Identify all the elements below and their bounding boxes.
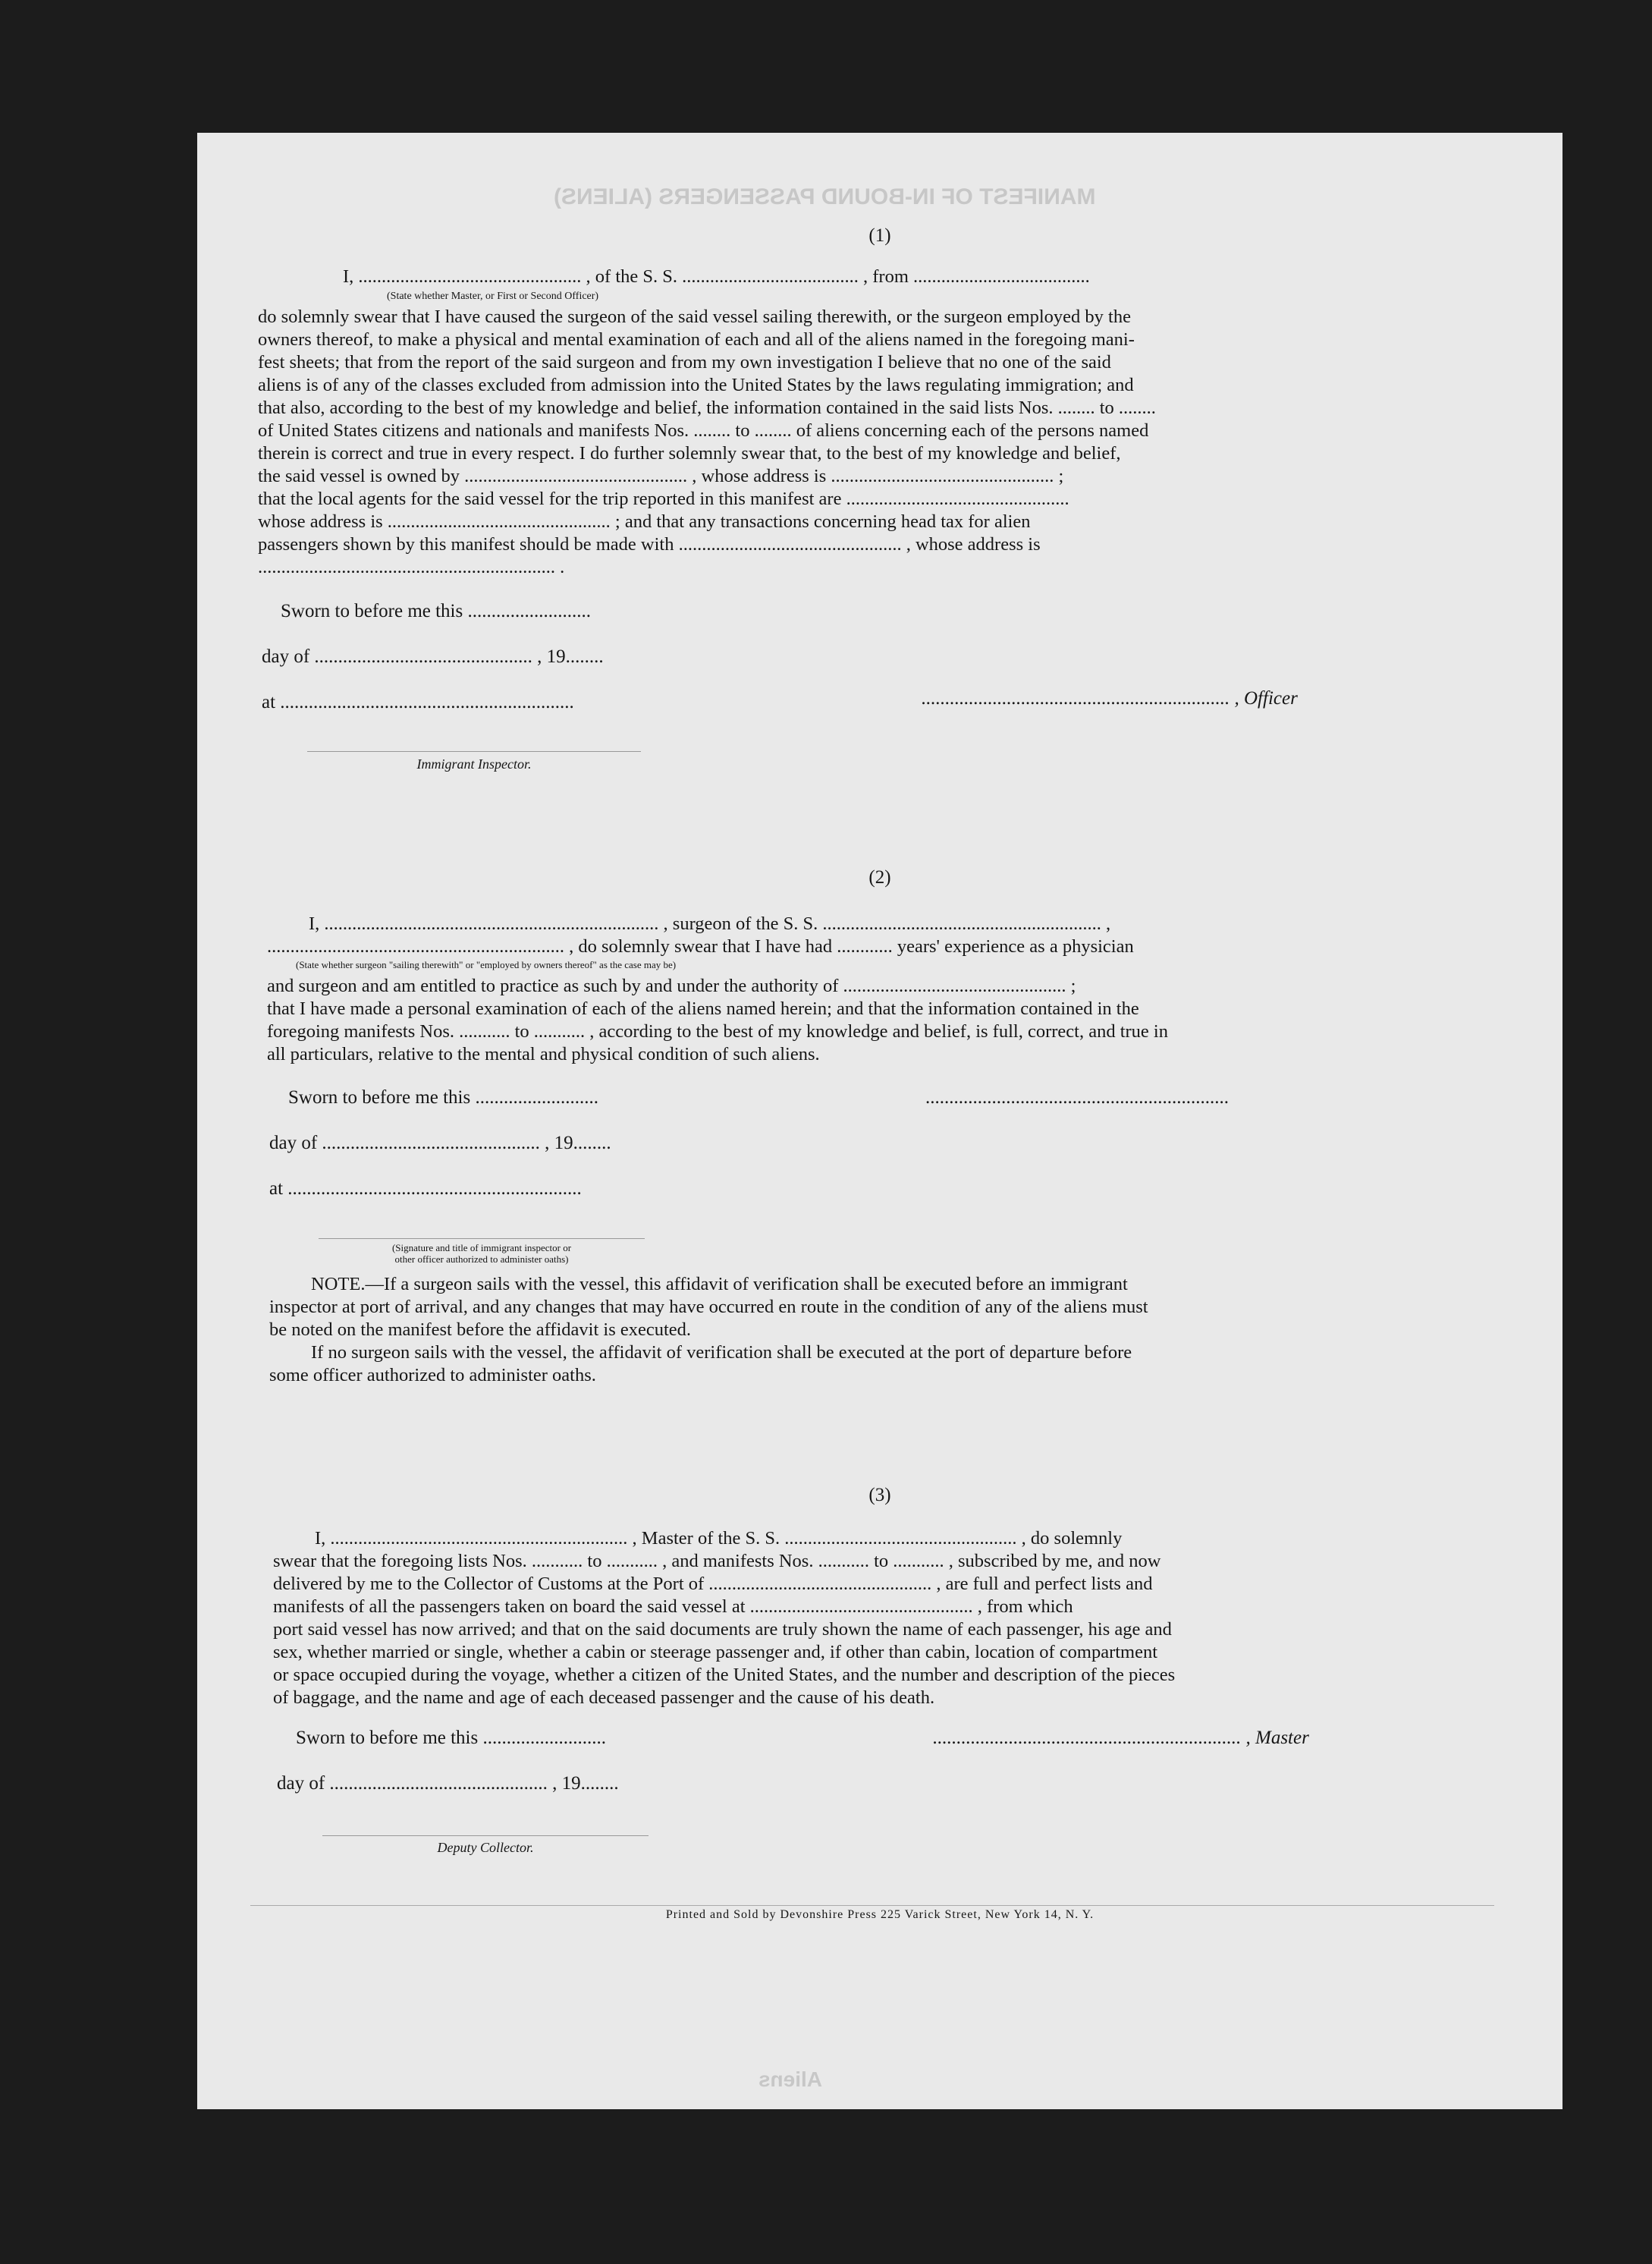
text-line: do solemnly swear that I have caused the surgeon of the said vessel sailing therewith, or the surgeon employed by the <box>258 307 1131 327</box>
section-2-signature: ................................................................ <box>925 1087 1229 1108</box>
text-line: of United States citizens and nationals and manifests Nos. ........ to ........ of aliens concerning each of the persons named <box>258 420 1149 441</box>
text-line: NOTE.—If a surgeon sails with the vessel, this affidavit of verification shall be executed before an immigrant <box>311 1274 1128 1294</box>
text-line: port said vessel has now arrived; and that on the said documents are truly shown the name of each passenger, his age and <box>273 1619 1172 1640</box>
text-line: delivered by me to the Collector of Customs at the Port of ................................................ , are full and perfect lists and <box>273 1574 1153 1594</box>
section-2-sig-label-1: (Signature and title of immigrant inspector or <box>391 1242 572 1253</box>
text-line: manifests of all the passengers taken on board the said vessel at ................................................ , from which <box>273 1596 1073 1617</box>
text-line: If no surgeon sails with the vessel, the affidavit of verification shall be executed at the port of departure before <box>311 1342 1132 1363</box>
text-line: ................................................................ , do solemnly swear that I have had ............ years' experience as a physician <box>267 936 1134 957</box>
section-2-day-of: day of .............................................. , 19........ <box>269 1133 611 1153</box>
printer-footer: Printed and Sold by Devonshire Press 225 Varick Street, New York 14, N. Y. <box>665 1908 1095 1921</box>
text-line: that the local agents for the said vessel for the trip reported in this manifest are ................................................ <box>258 489 1069 509</box>
section-1-sub-label: (State whether Master, or First or Second Officer) <box>387 291 599 302</box>
section-1-sworn: Sworn to before me this .......................... <box>281 601 591 621</box>
section-3-number: (3) <box>868 1485 891 1505</box>
section-1-oath <box>258 306 1502 579</box>
section-3-oath <box>273 1527 1517 1709</box>
text-line: fest sheets; that from the report of the said surgeon and from my own investigation I believe that no one of the said <box>258 352 1111 373</box>
section-1-inspector-label: Immigrant Inspector. <box>416 756 532 772</box>
text-line: that I have made a personal examination of each of the aliens named herein; and that the information contained in the <box>267 998 1139 1019</box>
collector-signature-line <box>322 1835 649 1836</box>
text-line: I, ................................................................ , Master of the S. S. .................................................. , do solemnly <box>315 1528 1123 1549</box>
text-line: sex, whether married or single, whether a cabin or steerage passenger and, if other than cabin, location of compartment <box>273 1642 1158 1662</box>
text-line: the said vessel is owned by ................................................ , whose address is ................................................ ; <box>258 466 1064 486</box>
section-1-at: at .............................................................. <box>262 692 574 712</box>
text-line: or space occupied during the voyage, whether a citizen of the United States, and the number and description of the pieces <box>273 1665 1176 1685</box>
bleed-through-footer: Aliens <box>758 2067 823 2091</box>
section-2-at: at .............................................................. <box>269 1178 582 1199</box>
section-3-collector-label: Deputy Collector. <box>437 1840 534 1855</box>
text-line: owners thereof, to make a physical and mental examination of each and all of the aliens named in the foregoing mani- <box>258 329 1135 350</box>
text-line: inspector at port of arrival, and any changes that may have occurred en route in the condition of any of the aliens must <box>269 1297 1148 1317</box>
section-2-note <box>269 1273 1513 1387</box>
text-line: of baggage, and the name and age of each deceased passenger and the cause of his death. <box>273 1687 935 1708</box>
text-line: be noted on the manifest before the affidavit is executed. <box>269 1319 692 1340</box>
text-line: that also, according to the best of my knowledge and belief, the information contained in the said lists Nos. ........ to ........ <box>258 398 1156 418</box>
bleed-through-header: MANIFEST OF IN-BOUND PASSENGERS (ALIENS) <box>554 184 1096 209</box>
section-2-oath <box>267 975 1511 1066</box>
section-2-opening <box>267 913 1511 958</box>
footer-rule <box>250 1905 1494 1906</box>
section-1-day-of: day of .............................................. , 19........ <box>262 646 604 667</box>
text-line: I, ........................................................................ , surgeon of the S. S. ............................................................ , <box>309 913 1111 934</box>
section-3-sworn: Sworn to before me this .......................... <box>296 1728 606 1748</box>
section-2-sig-label-2: other officer authorized to administer oaths) <box>394 1253 569 1265</box>
text-line: whose address is ................................................ ; and that any transactions concerning head tax for alien <box>258 511 1031 532</box>
section-2-number: (2) <box>868 867 891 888</box>
text-line: some officer authorized to administer oaths. <box>269 1365 596 1385</box>
manifest-back-page <box>197 133 1562 2109</box>
text-line: I, ................................................ , of the S. S. ...................................... , from ...................................... <box>343 266 1090 287</box>
text-line: all particulars, relative to the mental and physical condition of such aliens. <box>267 1044 820 1064</box>
text-line: swear that the foregoing lists Nos. ........... to ........... , and manifests Nos. ........... to ........... , subscribed by me, and now <box>273 1551 1161 1571</box>
section-3-day-of: day of .............................................. , 19........ <box>277 1773 619 1794</box>
text-line: aliens is of any of the classes excluded from admission into the United States by the laws regulating immigration; and <box>258 375 1134 395</box>
section-2-sworn: Sworn to before me this .......................... <box>288 1087 598 1108</box>
section-2-signature-line <box>319 1238 645 1239</box>
section-3-master-signature: ................................................................. , Master <box>933 1728 1309 1748</box>
inspector-signature-line <box>307 751 641 752</box>
text-line: foregoing manifests Nos. ........... to ........... , according to the best of my knowledge and belief, is full, correct, and true in <box>267 1021 1168 1042</box>
section-2-sub-label: (State whether surgeon "sailing therewith" or "employed by owners thereof" as the case may be) <box>296 959 677 970</box>
text-line: and surgeon and am entitled to practice as such by and under the authority of ................................................ ; <box>267 976 1076 996</box>
text-line: ................................................................ . <box>258 557 565 577</box>
section-1-number: (1) <box>868 225 891 246</box>
section-1-opening <box>297 266 1496 288</box>
section-1-officer-signature: ................................................................. , Officer <box>922 688 1298 709</box>
text-line: therein is correct and true in every respect. I do further solemnly swear that, to the best of my knowledge and belief, <box>258 443 1121 464</box>
text-line: passengers shown by this manifest should be made with ................................................ , whose address is <box>258 534 1041 555</box>
